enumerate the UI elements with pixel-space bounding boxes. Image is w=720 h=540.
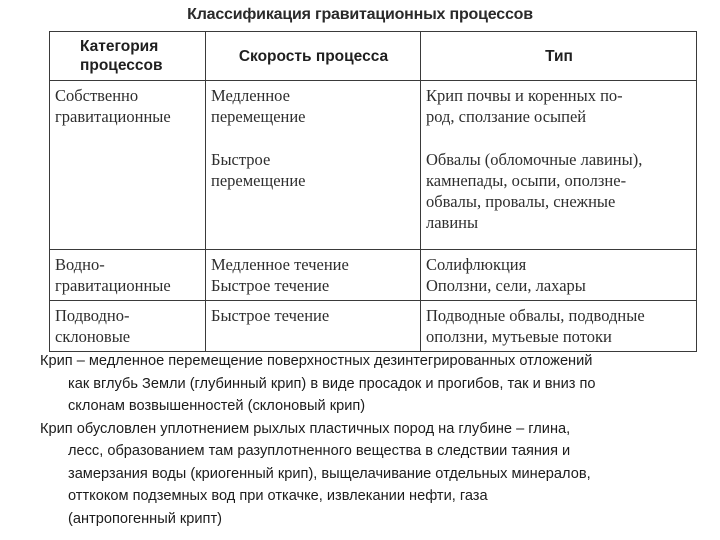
classification-table xyxy=(49,31,697,352)
cell-category xyxy=(50,81,206,250)
type-line: Обвалы (обломочные лавины), xyxy=(426,150,643,169)
category-line: склоновые xyxy=(55,327,131,346)
cell-speed xyxy=(206,301,421,352)
note-line: как вглубь Земли (глубинный крип) в виде просадок и прогибов, так и вниз по xyxy=(68,375,596,392)
note-line: Крип – медленное перемещение поверхностных дезинтегрированных отложений xyxy=(40,353,593,369)
cell-speed xyxy=(206,250,421,301)
header-type-line: Тип xyxy=(545,47,573,65)
note-line: склонам возвышенностей (склоновый крип) xyxy=(68,398,366,414)
table-row xyxy=(50,81,697,250)
cell-type xyxy=(421,81,697,250)
cell-type xyxy=(421,301,697,352)
category-line: гравитационные xyxy=(55,276,171,295)
cell-type xyxy=(421,250,697,301)
table-header-row xyxy=(50,32,697,81)
cell-speed xyxy=(206,81,421,250)
header-category-line: процессов xyxy=(80,57,163,74)
note-line: Крип обусловлен уплотнением рыхлых пластичных пород на глубине – глина, xyxy=(40,420,571,437)
type-line: Крип почвы и коренных по- xyxy=(426,86,623,105)
notes-section xyxy=(40,350,708,530)
table-row xyxy=(50,301,697,352)
type-block xyxy=(426,85,692,127)
note-line: отткоком подземных вод при откачке, извлекании нефти, газа xyxy=(68,488,488,504)
header-category xyxy=(50,32,206,81)
type-block xyxy=(426,149,692,233)
note-paragraph-creep-causes xyxy=(40,418,708,531)
speed-line: Быстрое xyxy=(211,150,271,169)
type-line: оползни, мутьевые потоки xyxy=(426,327,612,346)
category-line: гравитационные xyxy=(55,107,171,126)
speed-line: перемещение xyxy=(211,107,306,126)
type-line: камнепады, осыпи, оползне- xyxy=(426,171,627,190)
header-speed xyxy=(206,32,421,81)
header-speed-line: Скорость процесса xyxy=(238,47,389,65)
speed-line: Быстрое течение xyxy=(211,306,330,325)
category-line: Собственно xyxy=(55,86,139,105)
cell-category xyxy=(50,301,206,352)
speed-block xyxy=(211,149,416,191)
type-line: Солифлюкция xyxy=(426,255,527,274)
type-line: лавины xyxy=(426,213,479,232)
page-title: Классификация гравитационных процессов xyxy=(187,6,533,23)
type-line: Оползни, сели, лахары xyxy=(426,276,586,295)
note-line: (антропогенный крипт) xyxy=(68,510,223,527)
category-line: Водно- xyxy=(55,255,105,274)
speed-line: Медленное xyxy=(211,86,290,105)
type-line: обвалы, провалы, снежные xyxy=(426,192,616,211)
cell-category xyxy=(50,250,206,301)
speed-block xyxy=(211,85,416,127)
note-line: замерзания воды (криогенный крип), выщелачивание отдельных минералов, xyxy=(68,465,591,482)
header-category-line: Категория xyxy=(80,38,159,55)
type-line: Подводные обвалы, подводные xyxy=(426,306,645,325)
type-line: род, сползание осыпей xyxy=(426,107,587,126)
speed-line: Быстрое течение xyxy=(211,276,330,295)
note-line: лесс, образованием там разуплотненного вещества в следствии таяния и xyxy=(68,443,571,459)
header-type xyxy=(421,32,697,81)
speed-line: перемещение xyxy=(211,171,306,190)
note-paragraph-creep-definition xyxy=(40,350,708,418)
category-line: Подводно- xyxy=(55,306,130,325)
table-row xyxy=(50,250,697,301)
speed-line: Медленное течение xyxy=(211,255,349,274)
